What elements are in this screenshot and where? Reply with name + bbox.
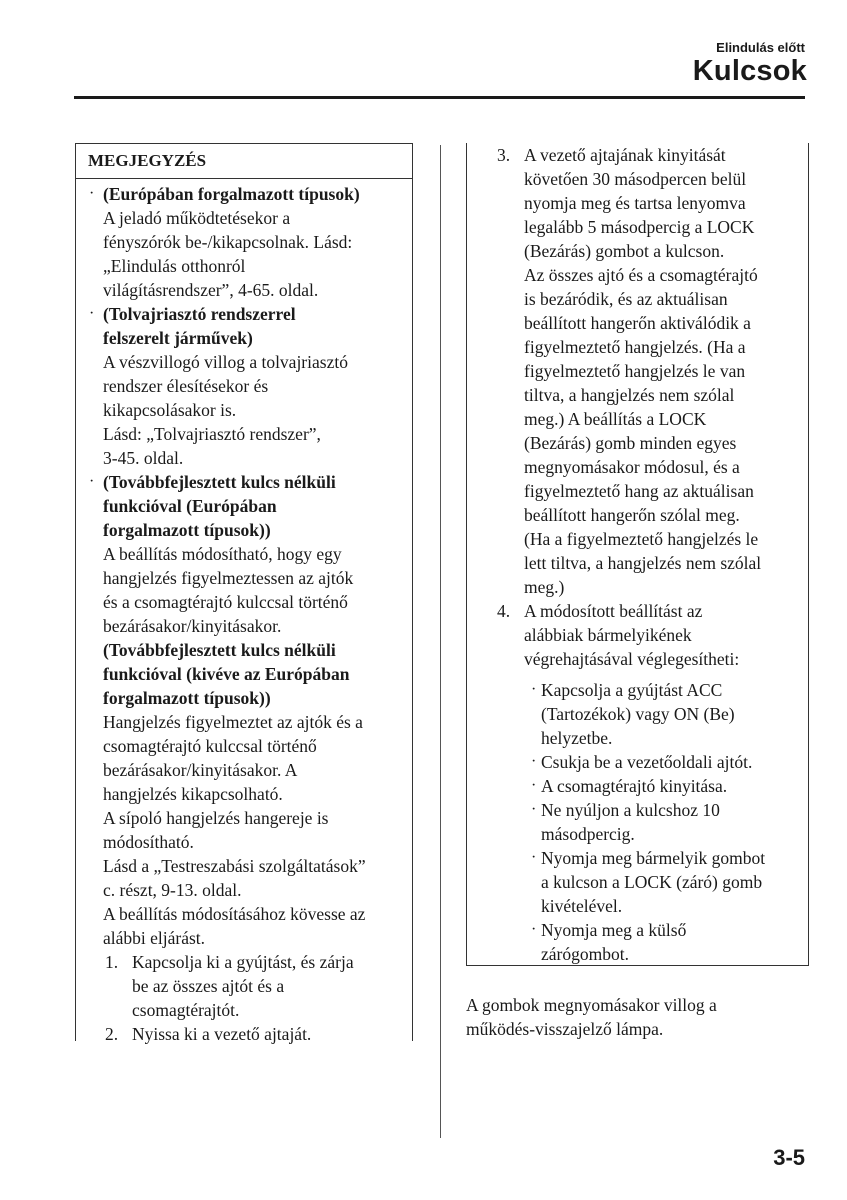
- note-box: [75, 143, 413, 1044]
- note-line: forgalmazott típusok)): [103, 520, 271, 540]
- note-line: fényszórók be-/kikapcsolnak. Lásd:: [103, 232, 353, 252]
- bullet-dot: ·: [89, 305, 95, 322]
- page-title: Kulcsok: [692, 55, 807, 87]
- note-line: c. részt, 9-13. oldal.: [103, 880, 242, 900]
- note-line: forgalmazott típusok)): [103, 688, 271, 708]
- bullet-line: Kapcsolja a gyújtást ACC: [541, 680, 723, 700]
- note-line: funkcióval (kivéve az Európában: [103, 664, 350, 684]
- note-line: (Tolvajriasztó rendszerrel: [103, 304, 296, 324]
- note-line: „Elindulás otthonról: [103, 256, 246, 276]
- bullet-dot: ·: [531, 801, 537, 818]
- bullet-line: Nyomja meg a külső: [541, 920, 687, 940]
- step-line: Kapcsolja ki a gyújtást, és zárja: [132, 952, 354, 972]
- steps-box: [466, 143, 809, 966]
- note-line: Lásd a „Testreszabási szolgáltatások”: [103, 856, 366, 876]
- note-line: csomagtérajtó kulccsal történő: [103, 736, 317, 756]
- step-line: legalább 5 másodpercig a LOCK: [524, 217, 755, 237]
- step-line: (Ha a figyelmeztető hangjelzés le: [524, 529, 759, 549]
- step-line: lett tiltva, a hangjelzés nem szólal: [524, 553, 762, 573]
- step-line: A módosított beállítást az: [524, 601, 703, 621]
- step-line: A vezető ajtajának kinyitását: [524, 145, 726, 165]
- step-line: végrehajtásával véglegesítheti:: [524, 649, 740, 669]
- bullet-dot: ·: [89, 473, 95, 490]
- note-line: A vészvillogó villog a tolvajriasztó: [103, 352, 348, 372]
- step-line: (Bezárás) gombot a kulcson.: [524, 241, 725, 261]
- note-line: módosítható.: [103, 832, 194, 852]
- bullet-line: a kulcson a LOCK (záró) gomb: [541, 872, 763, 892]
- note-line: bezárásakor/kinyitásakor. A: [103, 760, 298, 780]
- bullet-line: Nyomja meg bármelyik gombot: [541, 848, 766, 868]
- note-line: és a csomagtérajtó kulccsal történő: [103, 592, 348, 612]
- note-line: bezárásakor/kinyitásakor.: [103, 616, 282, 636]
- step-line: Az összes ajtó és a csomagtérajtó: [524, 265, 758, 285]
- bullet-line: zárógombot.: [541, 944, 629, 964]
- bullet-line: kivételével.: [541, 896, 623, 916]
- step-line: beállított hangerőn aktiválódik a: [524, 313, 751, 333]
- step-line: követően 30 másodpercen belül: [524, 169, 747, 189]
- page-number: 3-5: [773, 1145, 805, 1170]
- note-line: Lásd: „Tolvajriasztó rendszer”,: [103, 424, 321, 444]
- note-line: világításrendszer”, 4-65. oldal.: [103, 280, 319, 300]
- bullet-dot: ·: [531, 753, 537, 770]
- step-line: alábbiak bármelyikének: [524, 625, 692, 645]
- bullet-line: Csukja be a vezetőoldali ajtót.: [541, 752, 753, 772]
- note-line: (Továbbfejlesztett kulcs nélküli: [103, 472, 336, 492]
- note-line: rendszer élesítésekor és: [103, 376, 269, 396]
- note-line: hangjelzés figyelmeztessen az ajtók: [103, 568, 354, 588]
- step-line: csomagtérajtót.: [132, 1000, 240, 1020]
- note-title: MEGJEGYZÉS: [76, 144, 412, 179]
- bullet-dot: ·: [89, 185, 95, 202]
- bullet-dot: ·: [531, 681, 537, 698]
- note-line: (Európában forgalmazott típusok): [103, 184, 360, 204]
- note-line: funkcióval (Európában: [103, 496, 277, 516]
- note-line: alábbi eljárást.: [103, 928, 206, 948]
- step-line: meg.) A beállítás a LOCK: [524, 409, 707, 429]
- bullet-line: (Tartozékok) vagy ON (Be): [541, 704, 735, 724]
- step-number: 4.: [497, 601, 511, 621]
- step-line: figyelmeztető hangjelzés. (Ha a: [524, 337, 746, 357]
- step-line: be az összes ajtót és a: [132, 976, 285, 996]
- bullet-dot: ·: [531, 921, 537, 938]
- step-line: is bezáródik, és az aktuálisan: [524, 289, 728, 309]
- bullet-dot: ·: [531, 849, 537, 866]
- step-line: nyomja meg és tartsa lenyomva: [524, 193, 746, 213]
- bullet-line: helyzetbe.: [541, 728, 613, 748]
- note-line: felszerelt járművek): [103, 328, 253, 348]
- step-line: meg.): [524, 577, 565, 597]
- note-line: (Továbbfejlesztett kulcs nélküli: [103, 640, 336, 660]
- note-line: hangjelzés kikapcsolható.: [103, 784, 283, 804]
- step-line: (Bezárás) gomb minden egyes: [524, 433, 737, 453]
- step-line: figyelmeztető hang az aktuálisan: [524, 481, 754, 501]
- header-rule: [74, 96, 805, 99]
- note-line: A beállítás módosításához kövesse az: [103, 904, 366, 924]
- bullet-line: másodpercig.: [541, 824, 635, 844]
- step-number: 2.: [105, 1024, 119, 1044]
- footer-paragraph-line: A gombok megnyomásakor villog a: [466, 995, 717, 1015]
- column-divider: [440, 145, 441, 1138]
- step-line: Nyissa ki a vezető ajtaját.: [132, 1024, 312, 1044]
- step-line: tiltva, a hangjelzés nem szólal: [524, 385, 735, 405]
- section-label: Elindulás előtt: [716, 40, 805, 55]
- step-line: megnyomásakor módosul, és a: [524, 457, 740, 477]
- step-line: figyelmeztető hangjelzés le van: [524, 361, 746, 381]
- note-line: kikapcsolásakor is.: [103, 400, 237, 420]
- step-line: beállított hangerőn szólal meg.: [524, 505, 740, 525]
- bullet-line: Ne nyúljon a kulcshoz 10: [541, 800, 720, 820]
- note-line: Hangjelzés figyelmeztet az ajtók és a: [103, 712, 363, 732]
- note-line: A jeladó működtetésekor a: [103, 208, 291, 228]
- step-number: 1.: [105, 952, 119, 972]
- footer-paragraph-line: működés-visszajelző lámpa.: [466, 1019, 664, 1039]
- note-line: A sípoló hangjelzés hangereje is: [103, 808, 329, 828]
- note-line: A beállítás módosítható, hogy egy: [103, 544, 342, 564]
- step-number: 3.: [497, 145, 511, 165]
- bullet-line: A csomagtérajtó kinyitása.: [541, 776, 728, 796]
- bullet-dot: ·: [531, 777, 537, 794]
- note-line: 3-45. oldal.: [103, 448, 184, 468]
